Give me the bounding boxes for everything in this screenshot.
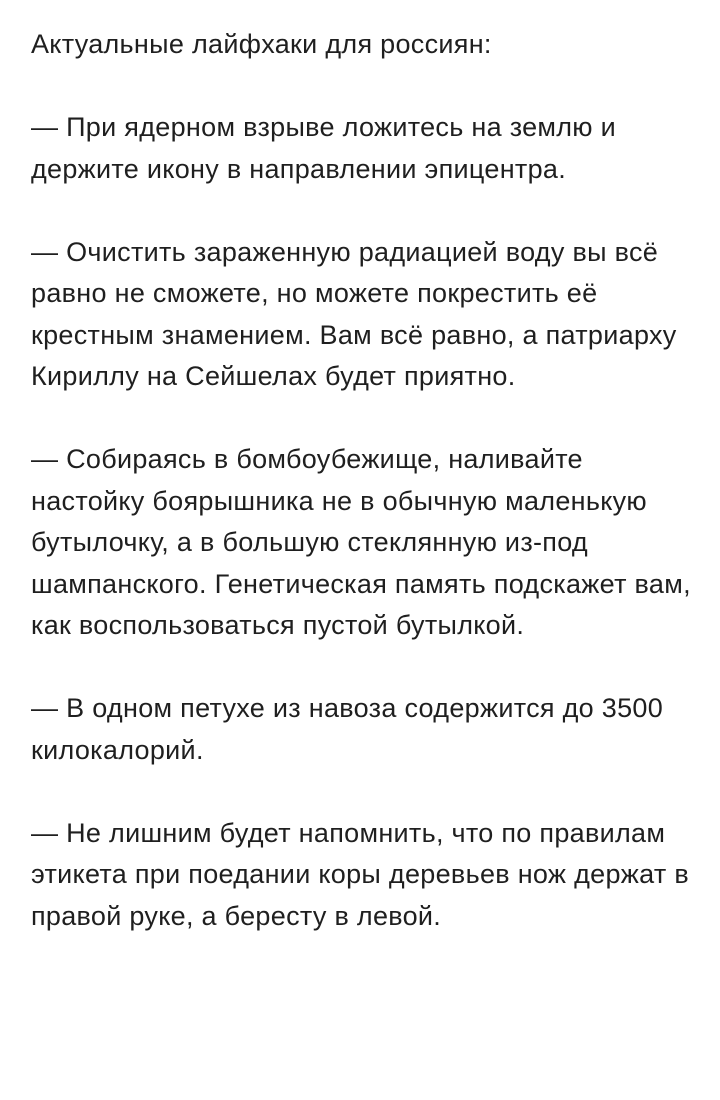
tip-paragraph: — Очистить зараженную радиацией воду вы всё равно не сможете, но можете покрестить её крестным знамением. Вам всё равно, а патриарху Кириллу на Сейшелах будет приятно. bbox=[31, 236, 677, 391]
tip-paragraph: — Собираясь в бомбоубежище, наливайте настойку боярышника не в обычную маленькую бутылочку, а в большую стеклянную из-под шампанского. Генетическая память подскажет вам, как воспользоваться пустой бутылкой. bbox=[31, 444, 691, 640]
post-title: Актуальные лайфхаки для россиян: bbox=[31, 29, 492, 59]
tip-paragraph: — В одном петухе из навоза содержится до 3500 килокалорий. bbox=[31, 693, 664, 765]
tip-paragraph: — При ядерном взрыве ложитесь на землю и держите икону в направлении эпицентра. bbox=[31, 112, 617, 184]
tip-paragraph: — Не лишним будет напомнить, что по правилам этикета при поедании коры деревьев нож держат в правой руке, а бересту в левой. bbox=[31, 817, 689, 931]
